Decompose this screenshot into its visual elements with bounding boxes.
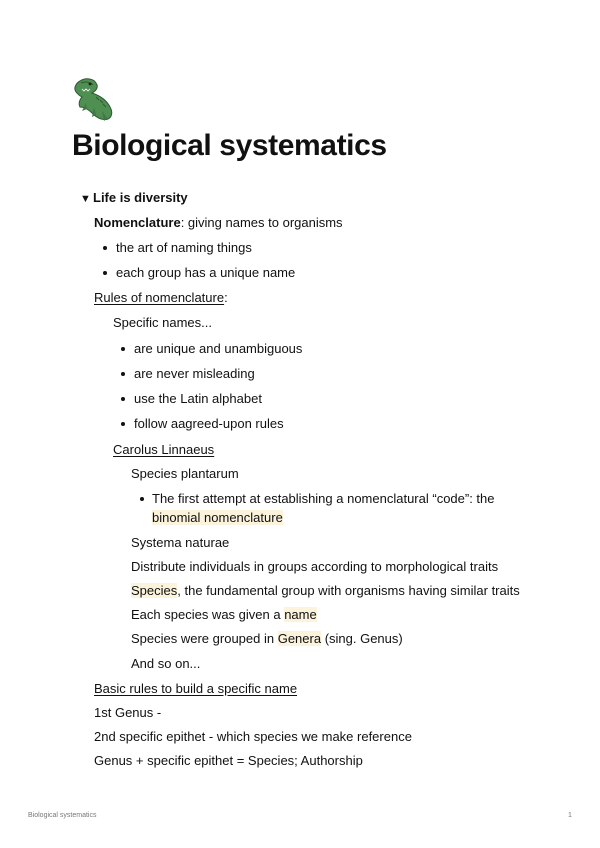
crocodile-icon bbox=[72, 77, 116, 123]
distribute-line: Distribute individuals in groups according to morphological traits bbox=[131, 559, 499, 574]
bullet-icon bbox=[103, 271, 107, 275]
list-item: are unique and unambiguous bbox=[134, 341, 303, 356]
linnaeus-heading: Carolus Linnaeus bbox=[113, 442, 215, 457]
bullet-icon bbox=[140, 497, 144, 501]
systema-naturae: Systema naturae bbox=[131, 535, 230, 550]
basic-rule-line: 1st Genus - bbox=[94, 705, 162, 720]
bullet-icon bbox=[103, 246, 107, 250]
bullet-icon bbox=[121, 347, 125, 351]
genera-highlight: Genera bbox=[277, 631, 322, 646]
first-attempt-line-1: The first attempt at establishing a nomenclatural “code”: the bbox=[152, 491, 495, 506]
footer-page-number: 1 bbox=[568, 812, 572, 819]
list-item: each group has a unique name bbox=[116, 265, 296, 280]
list-item: the art of naming things bbox=[116, 240, 252, 255]
grouped-text: Species were grouped in bbox=[131, 631, 278, 646]
grouped-suffix: (sing. Genus) bbox=[321, 631, 403, 646]
bullet-icon bbox=[121, 422, 125, 426]
bullet-icon bbox=[121, 372, 125, 376]
nomenclature-definition bbox=[94, 214, 343, 231]
basic-rule-line: 2nd specific epithet - which species we make reference bbox=[94, 729, 412, 744]
specific-names-intro: Specific names... bbox=[113, 315, 212, 330]
list-item: are never misleading bbox=[134, 366, 255, 381]
toggle-label: Life is diversity bbox=[93, 190, 188, 205]
list-item: follow aagreed-upon rules bbox=[134, 416, 284, 431]
species-line bbox=[131, 582, 520, 599]
name-highlight: name bbox=[284, 607, 317, 622]
bullet-icon bbox=[121, 397, 125, 401]
first-attempt-line-2 bbox=[152, 509, 283, 526]
rules-heading-suffix: : bbox=[224, 290, 228, 305]
species-line-text: , the fundamental group with organisms having similar traits bbox=[177, 583, 520, 598]
list-item: use the Latin alphabet bbox=[134, 391, 262, 406]
page-title: Biological systematics bbox=[72, 129, 387, 162]
rules-heading-text: Rules of nomenclature bbox=[94, 290, 225, 305]
and-so-on: And so on... bbox=[131, 656, 201, 671]
triangle-down-icon: ▼ bbox=[80, 193, 91, 205]
grouped-line bbox=[131, 630, 403, 647]
nomenclature-definition-text: : giving names to organisms bbox=[180, 215, 343, 230]
nomenclature-term: Nomenclature bbox=[94, 215, 181, 230]
footer-doc-name: Biological systematics bbox=[28, 812, 97, 819]
basic-rules-heading: Basic rules to build a specific name bbox=[94, 681, 298, 696]
each-species-text: Each species was given a bbox=[131, 607, 285, 622]
each-species-line bbox=[131, 606, 317, 623]
basic-rule-line: Genus + specific epithet = Species; Authorship bbox=[94, 753, 363, 768]
toggle-life-is-diversity[interactable] bbox=[80, 189, 188, 208]
rules-heading bbox=[94, 289, 228, 306]
species-highlight: Species bbox=[131, 583, 178, 598]
binomial-nomenclature-highlight: binomial nomenclature bbox=[152, 510, 283, 525]
species-plantarum: Species plantarum bbox=[131, 466, 239, 481]
